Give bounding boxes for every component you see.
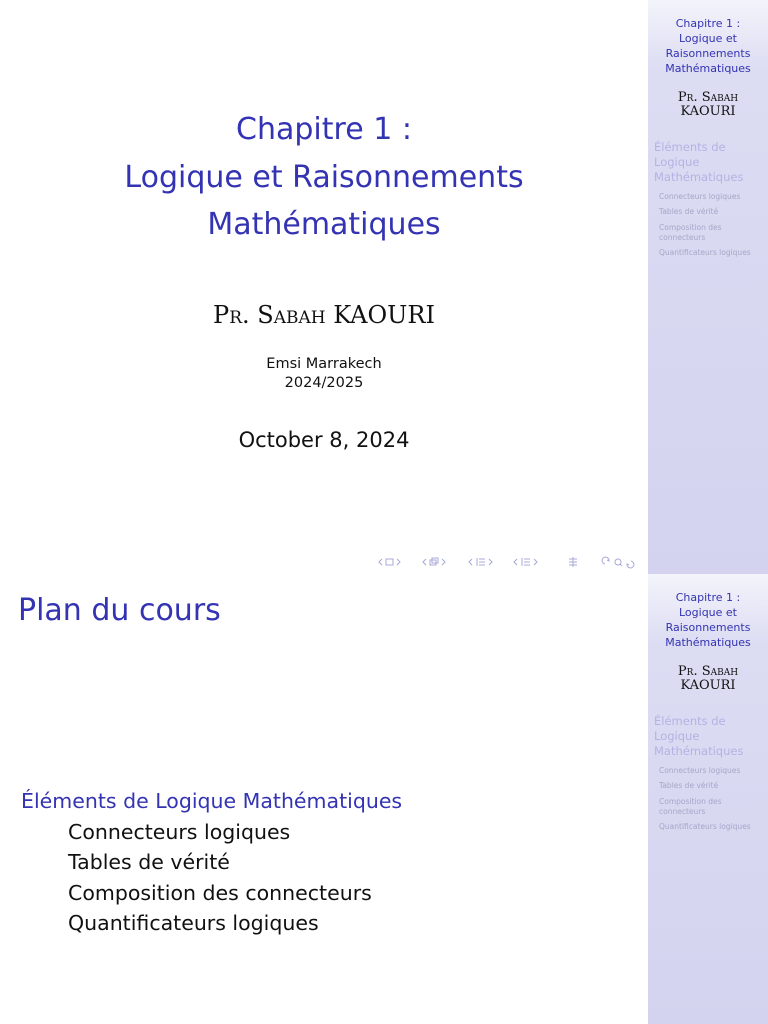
sidebar-subsection-composition-1[interactable]: Composition des xyxy=(659,223,722,232)
sidebar-section-line-2[interactable]: Logique xyxy=(654,729,700,743)
slide-title-line-2: Logique et Raisonnements xyxy=(124,160,524,195)
academic-year: 2024/2025 xyxy=(284,375,364,391)
sidebar-author-line-2: KAOURI xyxy=(680,104,736,119)
slide-date: October 8, 2024 xyxy=(238,428,410,452)
toc-subsection-quantificateurs[interactable]: Quantificateurs logiques xyxy=(68,911,319,935)
nav-align-icon[interactable] xyxy=(569,557,577,567)
sidebar-section-line-1[interactable]: Éléments de xyxy=(654,140,726,154)
nav-section-icon[interactable] xyxy=(469,558,492,566)
toc-subsection-composition[interactable]: Composition des connecteurs xyxy=(68,881,372,905)
slide-title-line-3: Mathématiques xyxy=(207,207,441,242)
sidebar xyxy=(648,0,768,574)
sidebar-title-line-1[interactable]: Chapitre 1 : xyxy=(675,591,741,604)
sidebar-title-line-4[interactable]: Mathématiques xyxy=(665,62,751,75)
sidebar-author-line-2: KAOURI xyxy=(680,678,736,693)
sidebar-author-line-1: Pr. Sabah xyxy=(677,664,739,679)
nav-document-icon[interactable] xyxy=(514,558,537,566)
sidebar-subsection-tables[interactable]: Tables de vérité xyxy=(659,207,719,216)
sidebar-title-line-1[interactable]: Chapitre 1 : xyxy=(675,17,741,30)
sidebar-subsection-quantificateurs[interactable]: Quantificateurs logiques xyxy=(659,822,751,831)
toc-subsection-tables[interactable]: Tables de vérité xyxy=(68,850,230,874)
sidebar-subsection-connecteurs[interactable]: Connecteurs logiques xyxy=(659,766,741,775)
sidebar-section-line-2[interactable]: Logique xyxy=(654,155,700,169)
slide-main-area xyxy=(0,574,648,1024)
beamer-navigation-bar xyxy=(374,554,644,570)
sidebar-subsection-connecteurs[interactable]: Connecteurs logiques xyxy=(659,192,741,201)
institute-name: Emsi Marrakech xyxy=(266,356,382,372)
sidebar-subsection-composition-1[interactable]: Composition des xyxy=(659,797,722,806)
nav-subsection-icon[interactable] xyxy=(423,558,445,565)
frame-title: Plan du cours xyxy=(18,593,221,628)
sidebar-section-line-3[interactable]: Mathématiques xyxy=(654,744,744,758)
nav-search-icon[interactable] xyxy=(602,557,634,568)
sidebar-title-line-3[interactable]: Raisonnements xyxy=(665,621,751,634)
sidebar-subsection-composition-2[interactable]: connecteurs xyxy=(659,233,706,242)
sidebar-title-line-2[interactable]: Logique et xyxy=(678,606,737,619)
sidebar-subsection-quantificateurs[interactable]: Quantificateurs logiques xyxy=(659,248,751,257)
nav-frame-icon[interactable] xyxy=(379,559,400,565)
outline-slide xyxy=(0,574,768,1024)
slide-main-area xyxy=(0,0,648,574)
sidebar-section-line-1[interactable]: Éléments de xyxy=(654,714,726,728)
slide-title-line-1: Chapitre 1 : xyxy=(236,112,412,147)
sidebar-title-line-4[interactable]: Mathématiques xyxy=(665,636,751,649)
toc-section[interactable]: Éléments de Logique Mathématiques xyxy=(21,789,403,813)
sidebar xyxy=(648,574,768,1024)
author-name: Pr. Sabah KAOURI xyxy=(213,301,435,329)
sidebar-subsection-tables[interactable]: Tables de vérité xyxy=(659,781,719,790)
sidebar-subsection-composition-2[interactable]: connecteurs xyxy=(659,807,706,816)
sidebar-title-line-3[interactable]: Raisonnements xyxy=(665,47,751,60)
sidebar-author-line-1: Pr. Sabah xyxy=(677,90,739,105)
toc-subsection-connecteurs[interactable]: Connecteurs logiques xyxy=(68,820,291,844)
sidebar-section-line-3[interactable]: Mathématiques xyxy=(654,170,744,184)
sidebar-title-line-2[interactable]: Logique et xyxy=(678,32,737,45)
